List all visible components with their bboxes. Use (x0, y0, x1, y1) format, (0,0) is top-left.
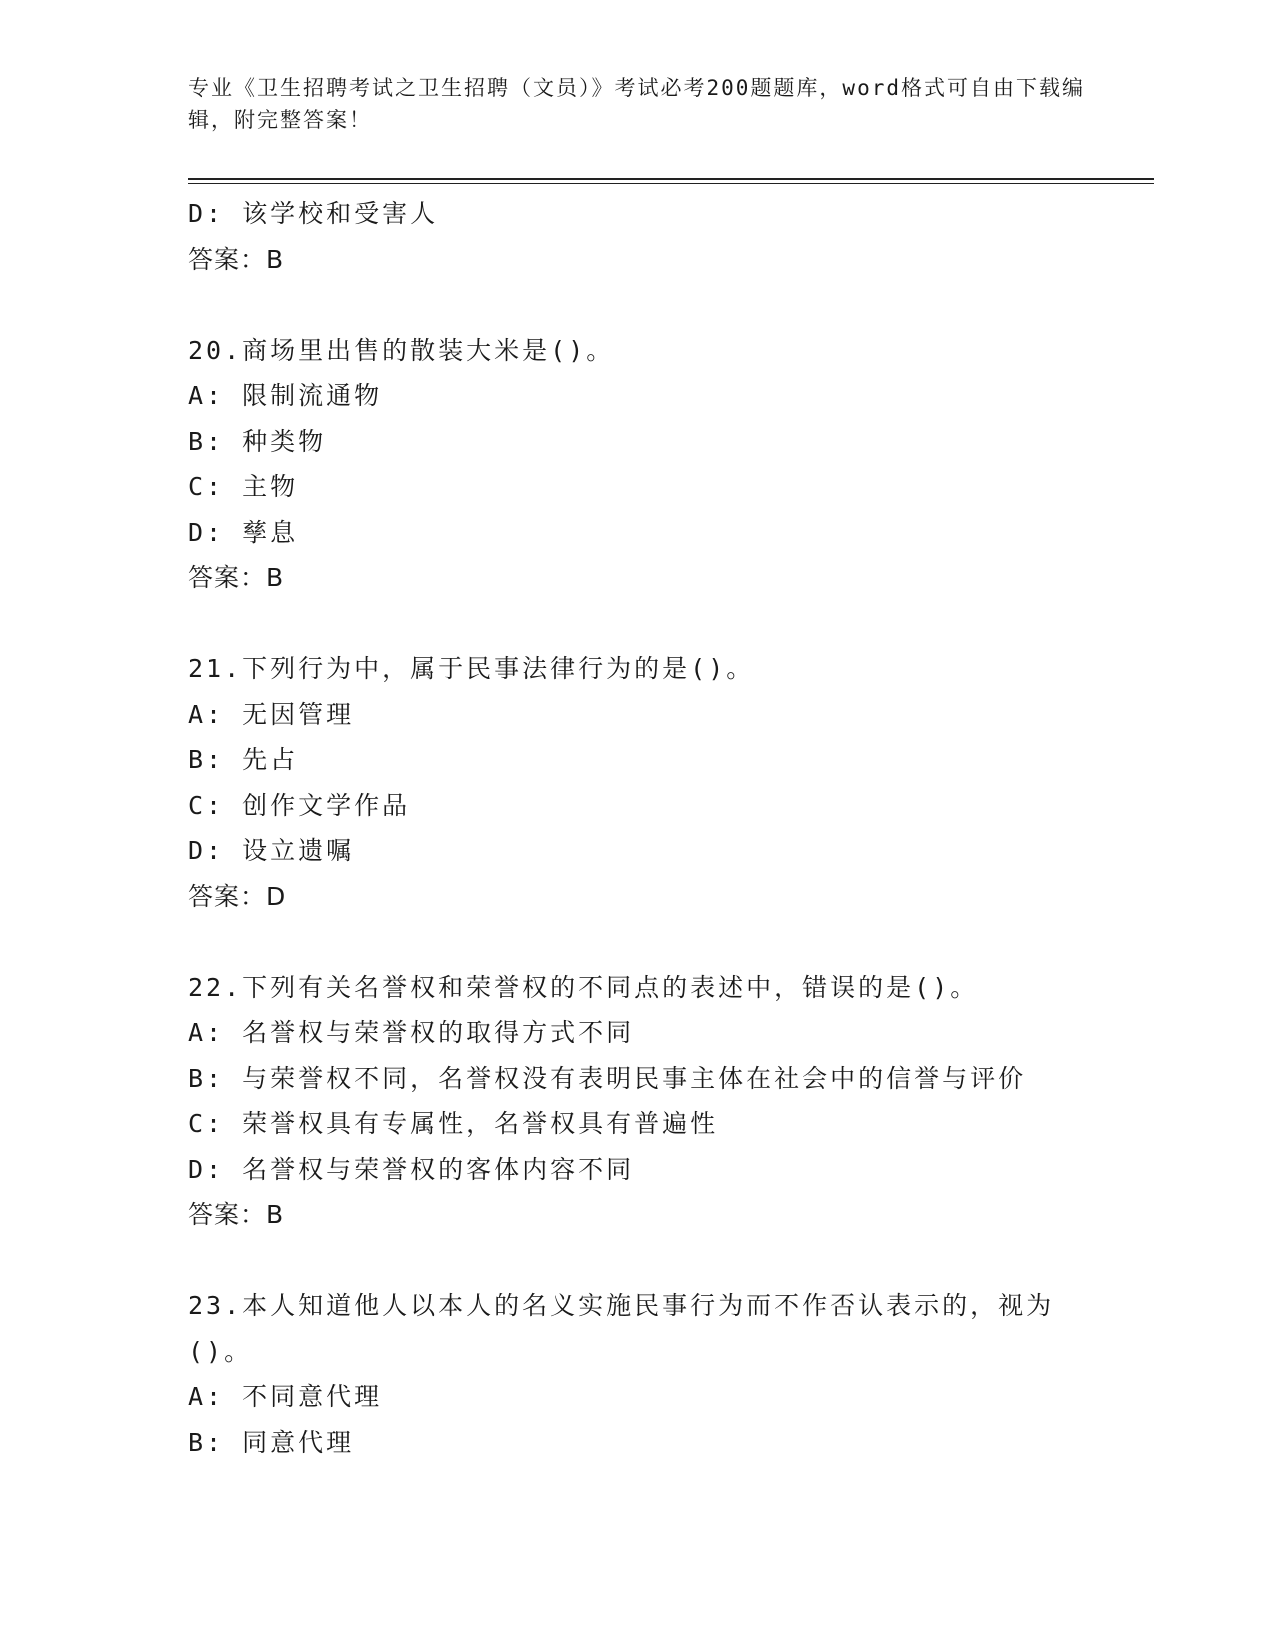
spacer (188, 919, 1118, 965)
option-d: D: 孳息 (188, 517, 299, 547)
document-header: 专业《卫生招聘考试之卫生招聘（文员）》考试必考200题题库，word格式可自由下载编辑，附完整答案！ (188, 76, 1085, 132)
option-c: C: 主物 (188, 472, 299, 501)
option-a: A: 名誉权与荣誉权的取得方式不同 (188, 1018, 635, 1047)
spacer (188, 1238, 1118, 1284)
question-stem: 23.本人知道他人以本人的名义实施民事行为而不作否认表示的，视为()。 (188, 1291, 1055, 1366)
header-divider (188, 178, 1154, 184)
question-list (188, 191, 1118, 1465)
answer: 答案：B (188, 1200, 285, 1229)
option-d: D: 设立遗嘱 (188, 836, 355, 865)
option-b: B: 同意代理 (188, 1427, 355, 1457)
option-b: B: 与荣誉权不同，名誉权没有表明民事主体在社会中的信誉与评价 (188, 1063, 1027, 1093)
spacer (188, 282, 1118, 328)
option-a: A: 无因管理 (188, 699, 355, 729)
option-c: C: 创作文学作品 (188, 790, 411, 820)
option-a: A: 限制流通物 (188, 381, 383, 410)
answer: 答案：B (188, 244, 285, 274)
answer: 答案：D (188, 881, 287, 911)
option-d: D: 该学校和受害人 (188, 199, 439, 228)
answer: 答案：B (188, 563, 285, 592)
option-c: C: 荣誉权具有专属性，名誉权具有普遍性 (188, 1109, 719, 1138)
option-b: B: 先占 (188, 745, 299, 774)
option-a: A: 不同意代理 (188, 1382, 383, 1411)
option-d: D: 名誉权与荣誉权的客体内容不同 (188, 1154, 635, 1184)
question-stem: 21.下列行为中，属于民事法律行为的是()。 (188, 654, 755, 683)
spacer (188, 601, 1118, 647)
option-b: B: 种类物 (188, 426, 327, 456)
question-stem: 20.商场里出售的散装大米是()。 (188, 335, 615, 365)
question-stem: 22.下列有关名誉权和荣誉权的不同点的表述中，错误的是()。 (188, 972, 979, 1002)
